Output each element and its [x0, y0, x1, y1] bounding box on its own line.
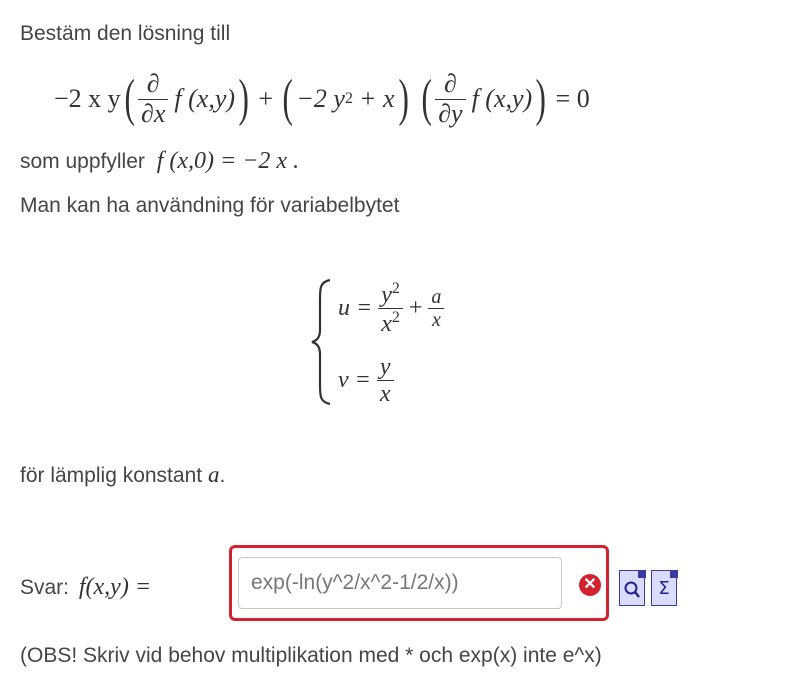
v-frac-den: x [379, 381, 391, 408]
magnifier-icon [623, 580, 641, 600]
pde-coef: −2 x y [54, 84, 121, 113]
u-num-var: y [381, 282, 392, 308]
constant-period: . [219, 464, 226, 487]
condition-line [20, 148, 299, 175]
partial-den-x: ∂x [141, 98, 166, 128]
paren-close-2: ) [397, 70, 409, 127]
partial-den-y: ∂y [438, 98, 463, 128]
intro-text: Bestäm den lösning till [20, 22, 231, 45]
u-lhs: u = [338, 295, 373, 322]
partial-num-2: ∂ [435, 70, 465, 100]
hint-text: Man kan ha användning för variabelbytet [20, 194, 400, 217]
v-row [338, 354, 394, 408]
func-2: f (x,y) [471, 84, 533, 113]
term2-rest: + x [358, 84, 395, 113]
constant-var: a [207, 462, 220, 487]
left-brace-icon [310, 278, 334, 406]
answer-input[interactable] [238, 557, 562, 609]
plus-1: + [258, 84, 274, 113]
u-frac-2-num: a [428, 286, 444, 309]
error-icon: ✕ [579, 574, 601, 596]
paren-open-1: ( [124, 70, 135, 127]
u-plus: + [408, 295, 423, 322]
pde-rhs: = 0 [555, 84, 590, 113]
constant-text: för lämplig konstant [20, 464, 203, 487]
partial-y-fraction [435, 70, 465, 128]
term2-exp: 2 [344, 90, 353, 107]
u-frac-2-den: x [431, 309, 441, 332]
pde-equation [54, 60, 590, 138]
paren-close-1: ) [238, 70, 249, 127]
partial-x-fraction [138, 70, 168, 128]
answer-label-math: f(x,y) = [78, 574, 152, 600]
u-frac-1-num [378, 280, 403, 309]
answer-label-prefix: Svar: [20, 576, 70, 599]
u-frac-1-den [378, 309, 403, 337]
substitution-system [310, 272, 530, 412]
paren-open-2: ( [282, 70, 293, 127]
answer-label [20, 574, 151, 601]
preview-icon[interactable] [619, 570, 645, 606]
u-frac-2 [428, 286, 444, 331]
u-den-exp: 2 [391, 309, 400, 327]
constant-line [20, 462, 225, 488]
sigma-glyph-icon: Σ [658, 578, 670, 599]
v-frac [377, 354, 394, 408]
v-frac-num: y [377, 354, 394, 381]
v-lhs: v = [338, 367, 371, 394]
condition-math: f (x,0) = −2 x . [156, 148, 300, 174]
term2-open: −2 y [296, 84, 345, 113]
paren-close-3: ) [535, 70, 547, 127]
partial-num-1: ∂ [138, 70, 168, 100]
paren-open-3: ( [421, 70, 432, 127]
input-note: (OBS! Skriv vid behov multiplikation med * och exp(x) inte e^x) [20, 644, 602, 667]
u-row [338, 280, 444, 338]
sigma-icon[interactable] [651, 570, 677, 606]
u-frac-1 [378, 280, 403, 338]
u-num-exp: 2 [391, 280, 400, 297]
condition-prefix: som uppfyller [20, 150, 145, 173]
func-1: f (x,y) [174, 84, 236, 113]
u-den-var: x [381, 311, 392, 338]
